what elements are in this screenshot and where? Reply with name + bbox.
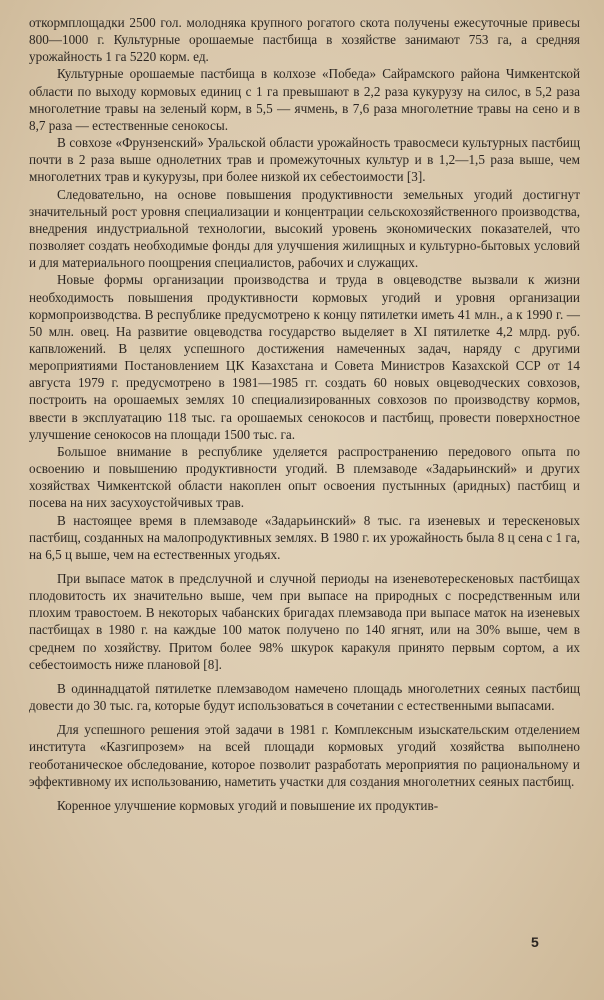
paragraph-11: Коренное улучшение кормовых угодий и повышение их продуктив- [57,797,439,813]
paragraph-7: В настоящее время в племзаводе «Задарьинский» 8 тыс. га изеневых и терескеновых пастбищ, созданных на малопродуктивных землях. В 1980 г. их урожайность была 8 ц сена с 1 га, на 6,5 ц выше, чем на естественных угодьях. [29,512,580,562]
page-number: 5 [531,934,539,950]
paragraph-2: Культурные орошаемые пастбища в колхозе «Победа» Сайрамского района Чимкентской области по выходу кормовых единиц с 1 га превышают в 2,2 раза кукурузу на силос, в 5,2 раза многолетние травы на зеленый корм, в 5,5 — ячмень, в 7,6 раза многолетние травы на сено и в 8,7 раза — естественные сенокосы. [29,66,580,133]
paragraph-6: Большое внимание в республике уделяется распространению передового опыта по освоению и повышению продуктивности угодий. В племзаводе «Задарьинский» и других хозяйствах Чимкентской области накоплен опыт освоения пустынных (аридных) пастбищ и посева на них засухоустойчивых трав. [29,443,580,511]
paragraph-10: Для успешного решения этой задачи в 1981 г. Комплексным изыскательским отделением института «Казгипрозем» на всей площади кормовых угодий хозяйства выполнено геоботаническое обследование, которое позволит разработать мероприятия по рациональному и эффективному их использованию, наметить участки для создания многолетних сеяных пастбищ. [29,722,580,789]
paragraph-8: При выпасе маток в предслучной и случной периоды на изеневотерескеновых пастбищах плодовитость их значительно выше, чем при выпасе на природных с посредственным или плохим травостоем. В некоторых чабанских бригадах племзавода при выпасе маток на изеневых пастбищах в 1980 г. на каждые 100 маток получено по 140 ягнят, или на 30% выше, чем в среднем по хозяйству. Притом более 98% шкурок каракуля принято первым сортом, а их себестоимость ниже плановой [8]. [29,571,580,672]
body-text [29,14,580,814]
paragraph-5: Новые формы организации производства и труда в овцеводстве вызвали к жизни необходимость повышения продуктивности кормовых угодий и уровня организации кормопроизводства. В республике предусмотрено к концу пятилетки иметь 41 млн., а к 1990 г. — 50 млн. овец. На развитие овцеводства государство выделяет в XI пятилетке 4,2 млрд. руб. капвложений. В целях успешного достижения намеченных задач, наряду с другими мероприятиями Постановлением ЦК Казахстана и Совета Министров Казахской ССР от 14 августа 1979 г. предусмотрено в 1981—1985 гг. создать 60 новых овцеводческих совхозов, построить на орошаемых землях 10 специализированных совхозов по производству кормов, ввести в эксплуатацию 118 тыс. га орошаемых сенокосов и пастбищ, провести поверхностное улучшение сенокосов на площади 1500 тыс. га. [29,272,580,442]
paragraph-3: В совхозе «Фрунзенский» Уральской области урожайность травосмеси культурных пастбищ почти в 2 раза выше однолетних трав и промежуточных культур и в 1,2—1,5 раза выше, чем многолетних трав и кукурузы, при более низкой их себестоимости [3]. [29,135,580,185]
paragraph-1: откормплощадки 2500 гол. молодняка крупного рогатого скота получены ежесуточные привесы 800—1000 г. Культурные орошаемые пастбища в хозяйстве занимают 753 га, а средняя урожайность 1 га 5220 корм. ед. [29,15,580,65]
paragraph-4: Следовательно, на основе повышения продуктивности земельных угодий достигнут значительный рост уровня специализации и концентрации сельскохозяйственного производства, внедрения индустриальной технологии, высокий уровень экономических показателей, что позволяет создать необходимые фонды для улучшения жилищных и культурно-бытовых условий и для материального поощрения специалистов, рабочих и служащих. [29,186,580,271]
paragraph-9: В одиннадцатой пятилетке племзаводом намечено площадь многолетних сеяных пастбищ довести до 30 тыс. га, которые будут использоваться в сочетании с естественными выпасами. [29,680,580,714]
